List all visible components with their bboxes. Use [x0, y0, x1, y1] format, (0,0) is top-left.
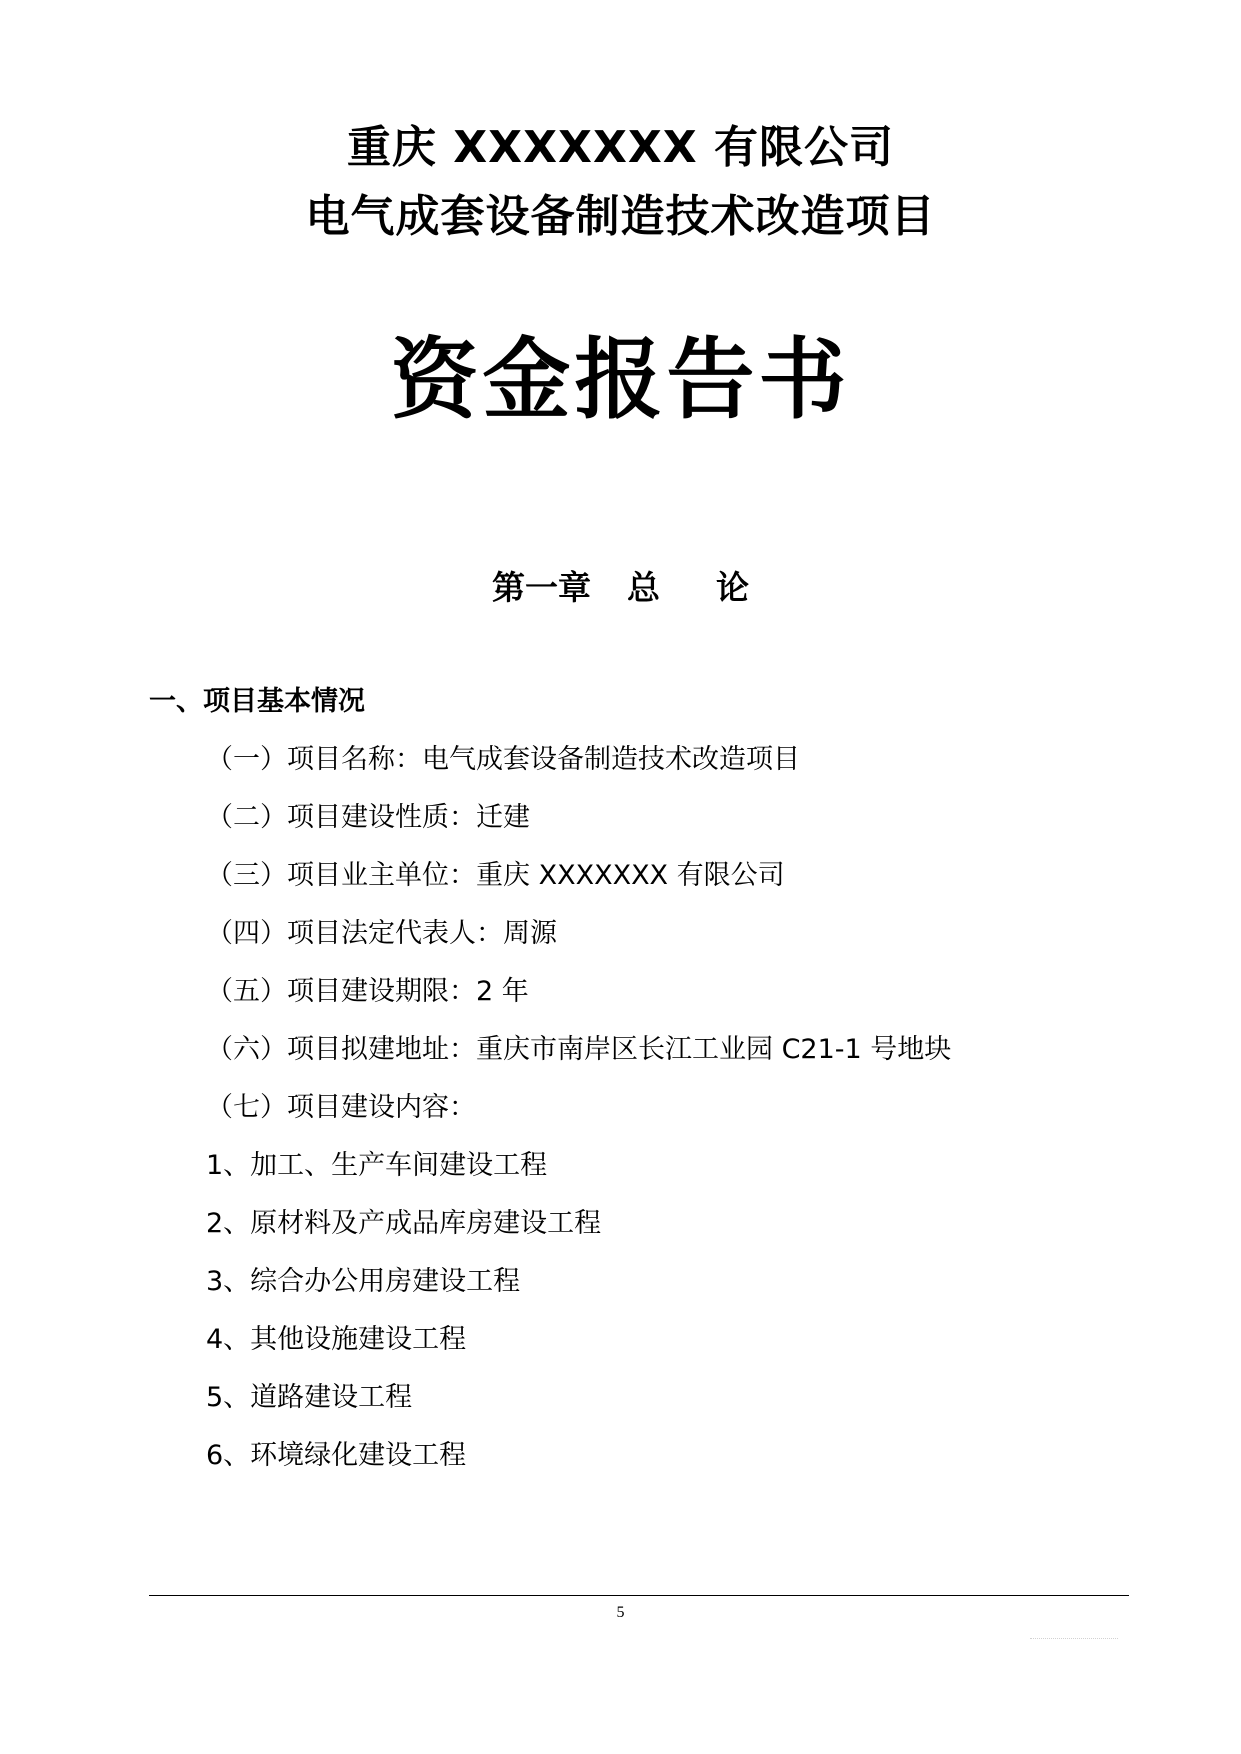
sub-item-legal-representative: （四）项目法定代表人：周源: [206, 918, 557, 949]
scan-artifact: [1030, 1638, 1118, 1643]
company-title: 重庆 XXXXXXX 有限公司: [346, 122, 895, 173]
chapter-heading: [0, 565, 1241, 611]
list-item-roads: 5、道路建设工程: [206, 1382, 413, 1413]
list-item-greening: 6、环境绿化建设工程: [206, 1440, 467, 1471]
list-item-warehouse: 2、原材料及产成品库房建设工程: [206, 1208, 602, 1239]
list-item-workshop: 1、加工、生产车间建设工程: [206, 1150, 548, 1181]
sub-item-owner-unit: （三）项目业主单位：重庆 XXXXXXX 有限公司: [206, 860, 785, 891]
sub-item-proposed-address: （六）项目拟建地址：重庆市南岸区长江工业园 C21-1 号地块: [206, 1034, 952, 1065]
list-item-office: 3、综合办公用房建设工程: [206, 1266, 521, 1297]
chapter-word-2: 论: [716, 568, 749, 607]
list-item-other-facilities: 4、其他设施建设工程: [206, 1324, 467, 1355]
project-title: 电气成套设备制造技术改造项目: [305, 191, 936, 242]
sub-item-construction-content: （七）项目建设内容：: [206, 1092, 476, 1123]
sub-item-project-name: （一）项目名称：电气成套设备制造技术改造项目: [206, 744, 800, 775]
page-number: 5: [616, 1604, 625, 1621]
report-title: 资金报告书: [390, 328, 851, 431]
section-heading: 一、项目基本情况: [149, 686, 365, 717]
sub-item-construction-nature: （二）项目建设性质：迁建: [206, 802, 530, 833]
chapter-word-1: 总: [627, 568, 660, 607]
chapter-number: 第一章: [492, 568, 591, 607]
sub-item-construction-period: （五）项目建设期限：2 年: [206, 976, 529, 1007]
footer-divider: [149, 1595, 1129, 1596]
